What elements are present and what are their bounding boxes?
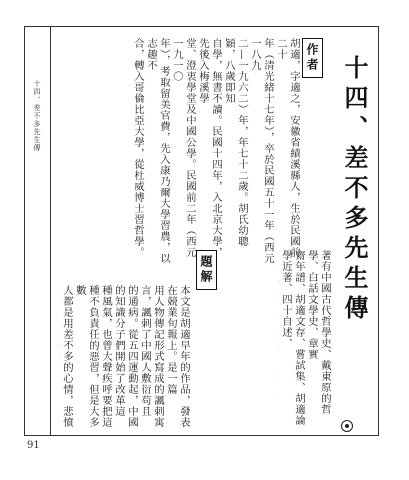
circle-dot-icon: [341, 420, 353, 432]
frame-divider: [50, 26, 51, 436]
works-list: [279, 250, 331, 430]
chapter-title: 十四、差不多先生傳: [340, 55, 369, 325]
commentary-text: [60, 285, 190, 435]
text-line: 人都是用差不多的心情，悲憤: [61, 285, 73, 428]
text-line: 種風氣，也曾大聲疾呼要把這種不負責任的惡習，但是大多數: [74, 285, 112, 428]
text-line: 胡適，字適之，安徽省績溪縣人，生於民國前二十: [275, 38, 300, 258]
text-line: 齋年譜、胡適文存、嘗試集、胡適論學近著、四十自述、: [280, 250, 305, 426]
text-line: 本文是胡適早年的作品，發表在競業旬報上。是一篇: [165, 285, 190, 428]
text-line: 自學，無書不讀。民國十四年，入北京大學，先後入梅溪學: [197, 38, 222, 258]
commentary-heading-label: 題解: [199, 255, 213, 285]
running-head: 十四、差不多先生傳: [33, 80, 41, 152]
text-line: 的通病。從五四運動起，中國的知識分子們開始了改革這: [113, 285, 138, 428]
author-heading-label: 作者: [305, 43, 319, 73]
author-biography: [132, 38, 300, 264]
text-line: 合，轉入哥倫比亞大學，從杜威博士習哲學。: [132, 38, 144, 258]
text-line: 年（清光緒十七年），卒於民國五十一年（西元一八九: [249, 38, 274, 264]
commentary-heading: [196, 250, 217, 290]
text-line: 年），考取留美官費，先入康乃爾大學習農，以志趣不: [145, 38, 170, 264]
text-line: 堂、澄衷學堂及中國公學。民國前二年（西元一九一〇: [171, 38, 196, 258]
page-number: 91: [27, 440, 40, 451]
text-line: 著有中國古代哲學史、戴東原的哲學、白話文學史、章實: [306, 250, 331, 415]
text-line: 用人物傳記形式寫成的諷刺寓言，諷刺了中國人敷衍苟且: [139, 285, 164, 428]
author-heading: [302, 38, 323, 78]
text-line: 二—一九六二）年，年七十二歲。胡氏幼聰穎，八歲即知: [223, 38, 248, 247]
